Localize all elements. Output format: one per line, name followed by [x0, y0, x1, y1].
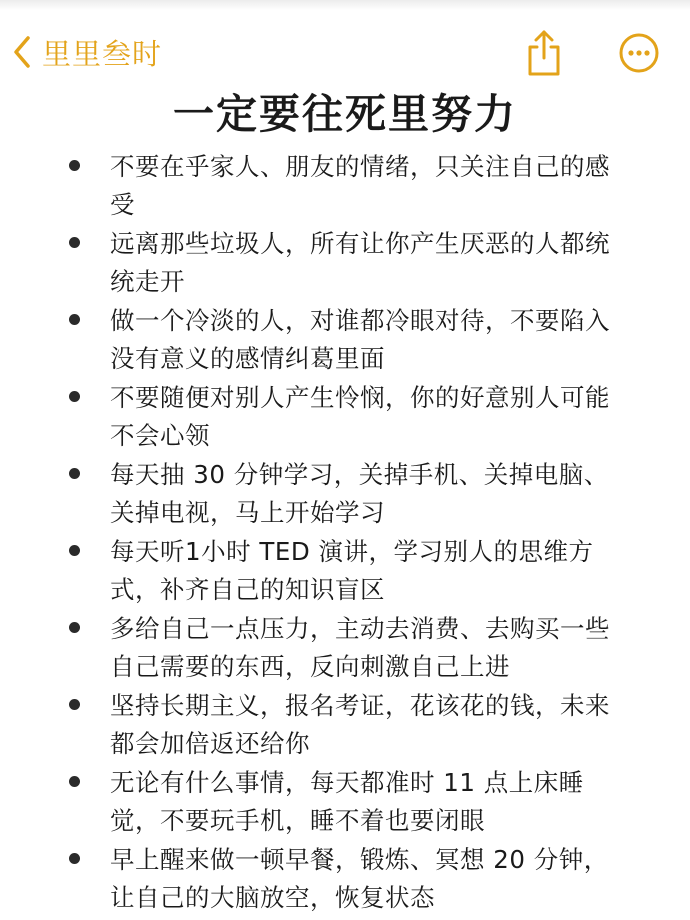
list-item-text: 坚持长期主义，报名考证，花该花的钱，未来都会加倍返还给你 — [110, 691, 610, 758]
bullet-icon — [69, 622, 80, 633]
share-icon — [522, 63, 566, 82]
list-item — [0, 456, 690, 533]
back-button[interactable] — [12, 30, 162, 74]
list-item — [0, 148, 690, 225]
bullet-icon — [69, 237, 80, 248]
bullet-icon — [69, 853, 80, 864]
note-title: 一定要往死里努力 — [173, 90, 517, 138]
bullet-icon — [69, 391, 80, 402]
list-item — [0, 687, 690, 764]
list-item — [0, 533, 690, 610]
list-item-text: 早上醒来做一顿早餐，锻炼、冥想 20 分钟，让自己的大脑放空，恢复状态 — [110, 845, 609, 912]
status-bar — [0, 0, 690, 10]
list-item-text: 远离那些垃圾人，所有让你产生厌恶的人都统统走开 — [110, 229, 610, 296]
navigation-bar — [0, 22, 690, 82]
list-item — [0, 764, 690, 841]
bullet-list — [0, 148, 690, 918]
list-item — [0, 379, 690, 456]
list-item-text: 做一个冷淡的人，对谁都冷眼对待，不要陷入没有意义的感情纠葛里面 — [110, 306, 610, 373]
list-item — [0, 225, 690, 302]
bullet-icon — [69, 314, 80, 325]
bullet-icon — [69, 468, 80, 479]
list-item — [0, 302, 690, 379]
list-item — [0, 841, 690, 918]
list-item-text: 每天听1小时 TED 演讲，学习别人的思维方式，补齐自己的知识盲区 — [110, 537, 594, 604]
bullet-icon — [69, 776, 80, 787]
chevron-left-icon — [12, 35, 32, 69]
more-icon — [618, 59, 660, 78]
share-button[interactable] — [522, 28, 566, 78]
list-item-text: 多给自己一点压力，主动去消费、去购买一些自己需要的东西，反向刺激自己上进 — [110, 614, 610, 681]
bullet-icon — [69, 545, 80, 556]
list-item-text: 不要随便对别人产生怜悯，你的好意别人可能不会心领 — [110, 383, 610, 450]
list-item — [0, 610, 690, 687]
list-item-text: 不要在乎家人、朋友的情绪，只关注自己的感受 — [110, 152, 610, 219]
bullet-icon — [69, 699, 80, 710]
bullet-icon — [69, 160, 80, 171]
back-label: 里里叁时 — [42, 36, 163, 71]
list-item-text: 无论有什么事情，每天都准时 11 点上床睡觉，不要玩手机，睡不着也要闭眼 — [110, 768, 584, 835]
list-item-text: 每天抽 30 分钟学习，关掉手机、关掉电脑、关掉电视，马上开始学习 — [110, 460, 609, 527]
more-button[interactable] — [618, 32, 660, 74]
